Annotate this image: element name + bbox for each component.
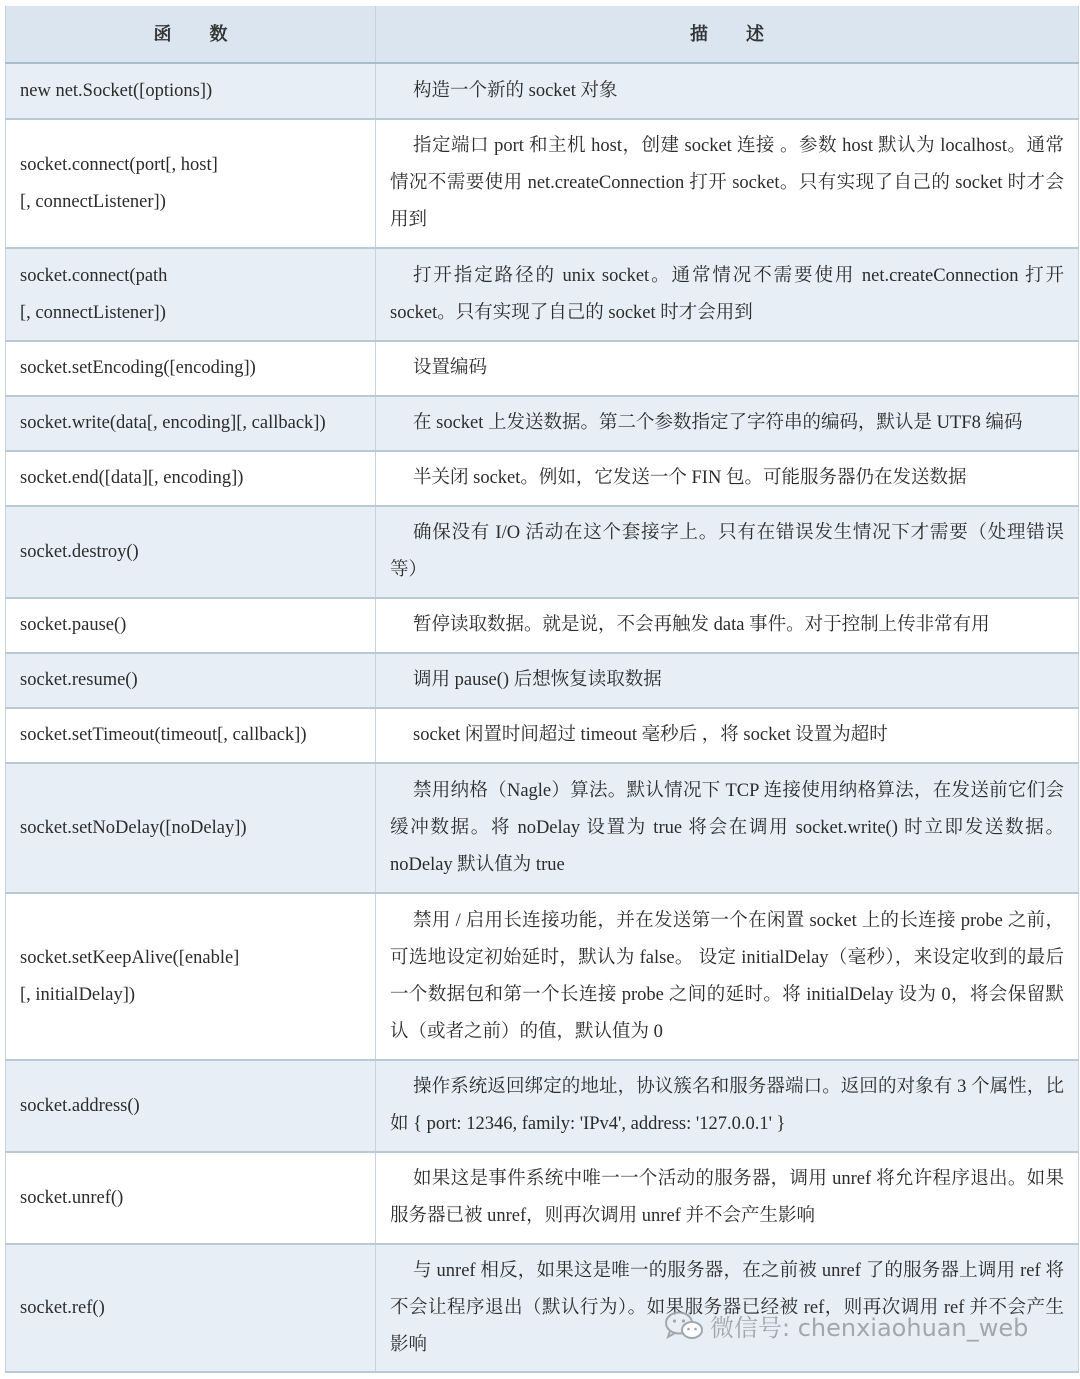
function-cell: socket.setTimeout(timeout[, callback]) bbox=[6, 708, 376, 763]
table-row bbox=[6, 1152, 1079, 1244]
function-cell: socket.destroy() bbox=[6, 506, 376, 598]
description-cell: 如果这是事件系统中唯一一个活动的服务器，调用 unref 将允许程序退出。如果服务器已被 unref，则再次调用 unref 并不会产生影响 bbox=[376, 1152, 1079, 1244]
table-row bbox=[6, 341, 1079, 396]
table-row bbox=[6, 119, 1079, 248]
function-cell: socket.setEncoding([encoding]) bbox=[6, 341, 376, 396]
watermark bbox=[664, 1308, 1028, 1343]
description-cell: 构造一个新的 socket 对象 bbox=[376, 63, 1079, 119]
table-row bbox=[6, 63, 1079, 119]
function-cell: socket.unref() bbox=[6, 1152, 376, 1244]
api-table bbox=[5, 6, 1079, 1373]
function-cell: socket.address() bbox=[6, 1060, 376, 1152]
function-cell: socket.end([data][, encoding]) bbox=[6, 451, 376, 506]
table-row bbox=[6, 1060, 1079, 1152]
description-cell: 指定端口 port 和主机 host，创建 socket 连接 。参数 host 默认为 localhost。通常情况不需要使用 net.createConnection 打开 socket。只有实现了自己的 socket 时才会用到 bbox=[376, 119, 1079, 248]
table-header-row bbox=[6, 6, 1079, 63]
table-row bbox=[6, 653, 1079, 708]
header-function: 函数 bbox=[6, 6, 376, 63]
function-cell: socket.ref() bbox=[6, 1244, 376, 1372]
function-cell: socket.setNoDelay([noDelay]) bbox=[6, 763, 376, 893]
function-cell: socket.resume() bbox=[6, 653, 376, 708]
description-cell: 与 unref 相反，如果这是唯一的服务器，在之前被 unref 了的服务器上调用 ref 将不会让程序退出（默认行为）。如果服务器已经被 ref，则再次调用 ref 并不会产生影响 bbox=[376, 1244, 1079, 1372]
table-row bbox=[6, 708, 1079, 763]
header-description: 描述 bbox=[376, 6, 1079, 63]
function-cell: socket.setKeepAlive([enable] [, initialDelay]) bbox=[6, 893, 376, 1060]
description-cell: socket 闲置时间超过 timeout 毫秒后 ，将 socket 设置为超时 bbox=[376, 708, 1079, 763]
wechat-icon bbox=[664, 1310, 704, 1342]
description-cell: 设置编码 bbox=[376, 341, 1079, 396]
table-row bbox=[6, 598, 1079, 653]
table-row bbox=[6, 763, 1079, 893]
description-cell: 打开指定路径的 unix socket。通常情况不需要使用 net.createConnection 打开 socket。只有实现了自己的 socket 时才会用到 bbox=[376, 248, 1079, 341]
table-row bbox=[6, 506, 1079, 598]
description-cell: 调用 pause() 后想恢复读取数据 bbox=[376, 653, 1079, 708]
table-row bbox=[6, 396, 1079, 451]
watermark-text: 微信号: chenxiaohuan_web bbox=[710, 1314, 1029, 1342]
table-row bbox=[6, 451, 1079, 506]
description-cell: 暂停读取数据。就是说，不会再触发 data 事件。对于控制上传非常有用 bbox=[376, 598, 1079, 653]
description-cell: 操作系统返回绑定的地址，协议簇名和服务器端口。返回的对象有 3 个属性，比如 { port: 12346, family: 'IPv4', address: '127.0.0.1' } bbox=[376, 1060, 1079, 1152]
description-cell: 半关闭 socket。例如，它发送一个 FIN 包。可能服务器仍在发送数据 bbox=[376, 451, 1079, 506]
description-cell: 确保没有 I/O 活动在这个套接字上。只有在错误发生情况下才需要（处理错误等） bbox=[376, 506, 1079, 598]
function-cell: socket.connect(path [, connectListener]) bbox=[6, 248, 376, 341]
function-cell: new net.Socket([options]) bbox=[6, 63, 376, 119]
description-cell: 禁用纳格（Nagle）算法。默认情况下 TCP 连接使用纳格算法，在发送前它们会缓冲数据。将 noDelay 设置为 true 将会在调用 socket.write() 时立即发送数据。noDelay 默认值为 true bbox=[376, 763, 1079, 893]
function-cell: socket.connect(port[, host] [, connectListener]) bbox=[6, 119, 376, 248]
function-cell: socket.write(data[, encoding][, callback]) bbox=[6, 396, 376, 451]
description-cell: 禁用 / 启用长连接功能，并在发送第一个在闲置 socket 上的长连接 probe 之前，可选地设定初始延时，默认为 false。 设定 initialDelay（毫秒），来设定收到的最后一个数据包和第一个长连接 probe 之间的延时。将 initialDelay 设为 0，将会保留默认（或者之前）的值，默认值为 0 bbox=[376, 893, 1079, 1060]
table-row bbox=[6, 248, 1079, 341]
function-cell: socket.pause() bbox=[6, 598, 376, 653]
description-cell: 在 socket 上发送数据。第二个参数指定了字符串的编码，默认是 UTF8 编码 bbox=[376, 396, 1079, 451]
table-row bbox=[6, 893, 1079, 1060]
